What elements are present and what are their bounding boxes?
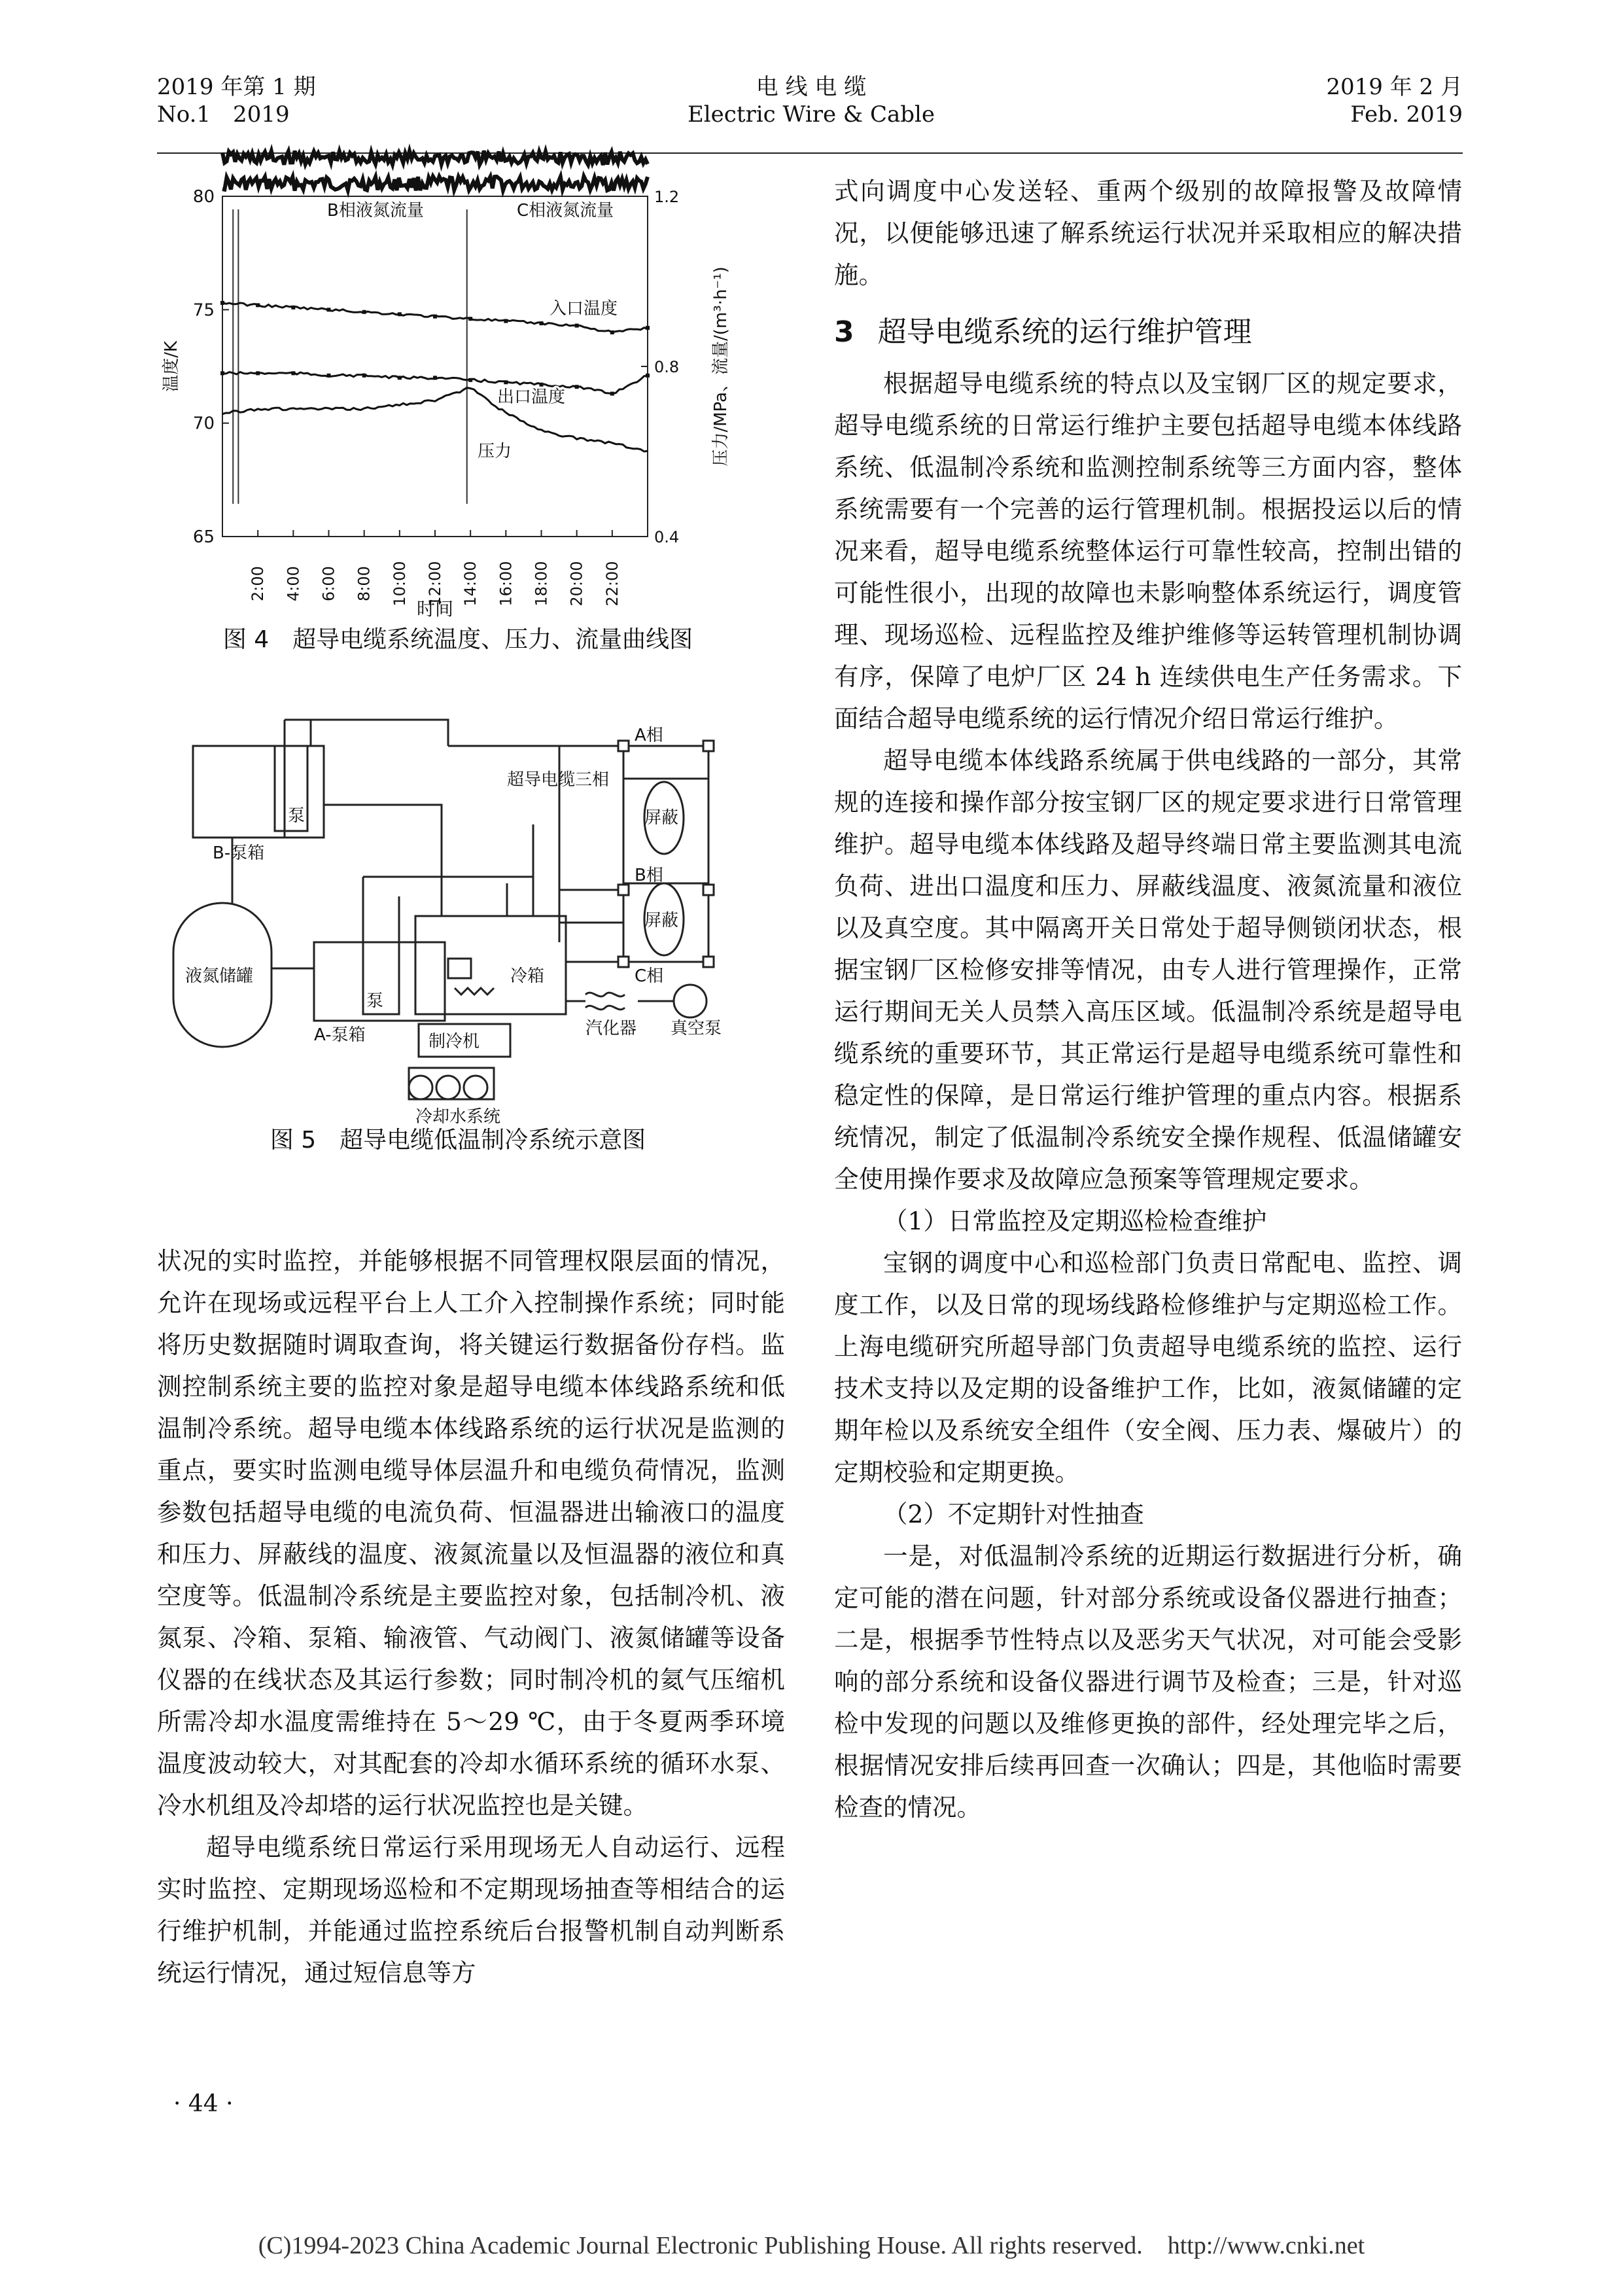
journal-issue: [157, 73, 484, 128]
series-point: [327, 374, 331, 378]
series-point: [646, 374, 650, 378]
b-pump-box-label: B-泵箱: [213, 843, 265, 863]
y-tick-label: 65: [192, 527, 215, 547]
series-point: [610, 330, 614, 334]
x-axis-label: 时间: [416, 598, 454, 620]
series-line-0: [222, 177, 648, 191]
date-cn: 2019 年 2 月: [1326, 74, 1463, 100]
journal-title: [615, 73, 1007, 128]
right-column: [834, 170, 1462, 1828]
cooling-water-label: 冷却水系统: [415, 1107, 501, 1127]
x-tick-label: 2:00: [249, 566, 268, 601]
series-line-3: [222, 372, 648, 394]
journal-date: [1136, 73, 1463, 128]
copyright-footer: (C)1994-2023 China Academic Journal Electronic Publishing House. All rights reserved. http://www.cnki.net: [258, 2232, 1365, 2259]
series-point: [646, 326, 650, 330]
right-continuation: 式向调度中心发送轻、重两个级别的故障报警及故障情况，以便能够迅速了解系统运行状况并采取相应的解决措施。: [834, 177, 1462, 289]
left-paragraph: 状况的实时监控，并能够根据不同管理权限层面的情况，允许在现场或远程平台上人工介入控制操作系统；同时能将历史数据随时调取查询，将关键运行数据备份存档。监测控制系统主要的监控对象是超导电缆本体线路系统和低温制冷系统。超导电缆本体线路系统的运行状况是监测的重点，要实时监测电缆导体层温升和电缆负荷情况，监测参数包括超导电缆的电流负荷、恒温器进出输液口的温度和压力、屏蔽线的温度、液氮流量以及恒温器的液位和真空度等。低温制冷系统是主要监控对象，包括制冷机、液氮泵、冷箱、泵箱、输液管、气动阀门、液氮储罐等设备仪器的在线状态及其运行参数；同时制冷机的氦气压缩机所需冷却水温度需维持在 5～29 ℃，由于冬夏两季环境温度波动较大，对其配套的冷却水循环系统的循环水泵、冷水机组及冷却塔的运行状况监控也是关键。: [157, 1246, 785, 1820]
right-paragraph: 根据超导电缆系统的特点以及宝钢厂区的规定要求，超导电缆系统的日常运行维护主要包括超导电缆本体线路系统、低温制冷系统和监测控制系统等三方面内容，整体系统需要有一个完善的运行管理机制。根据投运以后的情况来看，超导电缆系统整体运行可靠性较高，控制出错的可能性很小，出现的故障也未影响整体系统运行，调度管理、现场巡检、远程监控及维护维修等运转管理机制协调有序，保障了电炉厂区 24 h 连续供电生产任务需求。下面结合超导电缆系统的运行情况介绍日常运行维护。: [834, 369, 1462, 733]
series-point: [575, 324, 579, 328]
y2-tick-label: 0.8: [654, 358, 680, 376]
series-point: [504, 319, 508, 323]
section-title: 超导电缆系统的运行维护管理: [877, 315, 1252, 349]
y2-axis-label: 压力/MPa、流量/(m³·h⁻¹): [711, 266, 731, 467]
x-tick-label: 16:00: [497, 561, 515, 607]
x-tick-label: 8:00: [355, 566, 374, 601]
series-label: 出口温度: [497, 387, 566, 407]
vacuum-pump-label: 真空泵: [671, 1019, 722, 1038]
figure4-chart: [150, 183, 752, 620]
figure5-caption: 图 5 超导电缆低温制冷系统示意图: [270, 1127, 646, 1154]
journal-title-en: Electric Wire & Cable: [687, 101, 935, 128]
series-point: [362, 374, 366, 378]
three-phase-label: 超导电缆三相: [507, 770, 610, 790]
subsection-title: （2）不定期针对性抽查: [883, 1500, 1144, 1528]
x-tick-label: 4:00: [284, 566, 303, 601]
series-point: [433, 376, 437, 380]
y2-tick-label: 1.2: [654, 188, 680, 206]
subsection-text: 一是，对低温制冷系统的近期运行数据进行分析，确定可能的潜在问题，针对部分系统或设备仪器进行抽查；二是，根据季节性特点以及恶劣天气状况，对可能会受影响的部分系统和设备仪器进行调节及检查；三是，针对巡检中发现的问题以及维修更换的部件，经处理完毕之后，根据情况安排后续再回查一次确认；四是，其他临时需要检查的情况。: [834, 1542, 1462, 1822]
x-tick-label: 20:00: [567, 561, 586, 607]
right-paragraph: 超导电缆本体线路系统属于供电线路的一部分，其常规的连接和操作部分按宝钢厂区的规定要求进行日常管理维护。超导电缆本体线路及超导终端日常主要监测其电流负荷、进出口温度和压力、屏蔽线温度、液氮流量和液位以及真空度。其中隔离开关日常处于超导侧锁闭状态，根据宝钢厂区检修安排等情况，由专人进行管理操作，正常运行期间无关人员禁入高压区域。低温制冷系统是超导电缆系统的重要环节，其正常运行是超导电缆系统可靠性和稳定性的保障，是日常运行维护管理的重点内容。根据系统情况，制定了低温制冷系统安全操作规程、低温储罐安全使用操作要求及故障应急预案等管理规定要求。: [834, 746, 1462, 1193]
series-point: [327, 308, 331, 311]
figure5-schematic: [167, 707, 756, 1127]
series-line-4: [222, 388, 648, 452]
left-column: [157, 1240, 785, 1994]
series-point: [398, 312, 402, 316]
series-point: [468, 378, 472, 382]
x-tick-label: 22:00: [602, 561, 621, 607]
cold-box: [415, 916, 566, 1014]
b-pump-label: 泵: [288, 806, 305, 826]
date-en: Feb. 2019: [1350, 101, 1463, 128]
y-tick-label: 70: [192, 414, 215, 434]
shield-label-upper: 屏蔽: [644, 808, 679, 828]
series-label: C相液氮流量: [517, 201, 614, 221]
issue-cn: 2019 年第 1 期: [157, 74, 316, 100]
journal-title-cn: 电 线 电 缆: [756, 74, 867, 100]
phase-b-label: B相: [635, 866, 663, 885]
series-point: [540, 383, 544, 387]
series-point: [362, 310, 366, 314]
x-tick-label: 6:00: [319, 566, 338, 601]
refrigerator-label: 制冷机: [428, 1032, 480, 1051]
left-paragraph: 超导电缆系统日常运行采用现场无人自动运行、远程实时监控、定期现场巡检和不定期现场抽查等相结合的运行维护机制，并能通过监控系统后台报警机制自动判断系统运行情况，通过短信息等方: [157, 1833, 785, 1987]
series-point: [256, 303, 260, 307]
series-point: [504, 380, 508, 384]
lng-tank-label: 液氮储罐: [185, 966, 254, 986]
section-number: 3: [834, 315, 854, 349]
series-point: [220, 301, 224, 305]
subsection-title: （1）日常监控及定期巡检检查维护: [883, 1207, 1267, 1235]
series-label: 压力: [478, 442, 512, 461]
a-pump-label: 泵: [366, 991, 384, 1011]
series-point: [433, 315, 437, 319]
phase-a-label: A相: [635, 726, 663, 745]
plot-frame: [222, 196, 648, 537]
series-point: [220, 371, 224, 375]
series-point: [291, 306, 295, 309]
series-point: [468, 317, 472, 321]
x-tick-label: 18:00: [532, 561, 551, 607]
subsection-text: 宝钢的调度中心和巡检部门负责日常配电、监控、调度工作，以及日常的现场线路检修维护与定期巡检工作。上海电缆研究所超导部门负责超导电缆系统的监控、运行技术支持以及定期的设备维护工作，比如，液氮储罐的定期年检以及系统安全组件（安全阀、压力表、爆破片）的定期校验和定期更换。: [834, 1248, 1462, 1487]
series-label: B相液氮流量: [327, 201, 424, 221]
vaporizer-label: 汽化器: [585, 1019, 637, 1038]
phase-c-label: C相: [635, 966, 664, 986]
y-tick-label: 75: [192, 300, 215, 321]
figure4-caption: 图 4 超导电缆系统温度、压力、流量曲线图: [222, 626, 693, 653]
y2-tick-label: 0.4: [654, 528, 680, 546]
vacuum-pump-body: [674, 985, 707, 1017]
series-point: [540, 321, 544, 325]
series-point: [291, 371, 295, 375]
series-point: [575, 385, 579, 389]
cold-box-label: 冷箱: [510, 966, 545, 986]
a-pump-box-label: A-泵箱: [314, 1025, 366, 1045]
x-tick-label: 10:00: [390, 561, 409, 607]
shield-label-lower: 屏蔽: [644, 911, 679, 930]
series-point: [398, 376, 402, 380]
x-tick-label: 12:00: [426, 561, 444, 607]
section-heading: [834, 309, 1462, 356]
series-point: [256, 371, 260, 375]
page-number: · 44 ·: [173, 2091, 234, 2117]
series-point: [610, 392, 614, 396]
issue-en: No.1 2019: [157, 101, 290, 128]
y-tick-label: 80: [192, 187, 215, 207]
x-tick-label: 14:00: [461, 561, 480, 607]
series-label: 入口温度: [550, 299, 618, 319]
y-axis-label: 温度/K: [162, 341, 181, 392]
